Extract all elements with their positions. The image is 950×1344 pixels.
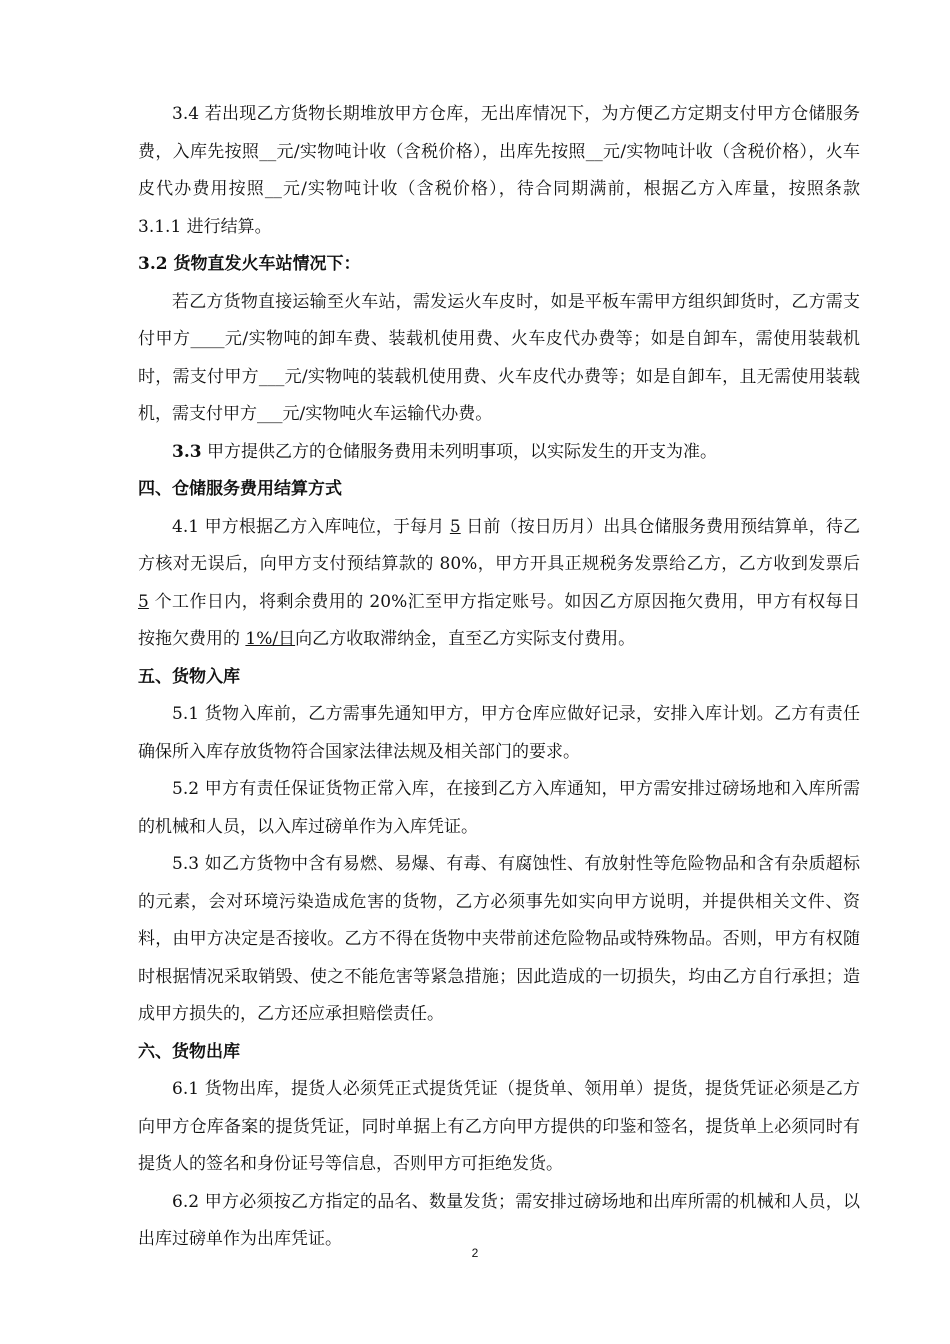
blank-field: ____ [190,329,225,349]
heading-section-6: 六、货物出库 [138,1041,240,1062]
clause-text: 元/实物吨计收（含税价格），待合同期满前，根据乙方入库量，按照条款 3.1.1 进行结算。 [138,179,861,237]
clause-text: 元/实物吨的卸车费、装载机使用费、火车皮代办费等；如是自卸车，需使用装载机时，需支付甲方 [138,329,860,387]
clause-text: 元/实物吨的装载机使用费、火车皮代办费等；如是自卸车，且无需使用装载机，需支付甲方 [138,366,860,424]
clause-text: 4.1 甲方根据乙方入库吨位，于每月 [172,516,450,537]
clause-text: 日前（按日历月）出具仓储服务费用预结算单，待乙方核对无误后，向甲方支付预结算款的 80%，甲方开具正规税务发票给乙方，乙方收到发票后 [138,516,861,574]
clause-5-3: 5.3 如乙方货物中含有易燃、易爆、有毒、有腐蚀性、有放射性等危险物品和含有杂质超标的元素，会对环境污染造成危害的货物，乙方必须事先如实向甲方说明，并提供相关文件、资料，由甲方决定是否接收。乙方不得在货物中夹带前述危险物品或特殊物品。否则，甲方有权随时根据情况采取销毁、使之不能危害等紧急措施；因此造成的一切损失，均由乙方自行承担；造成甲方损失的，乙方还应承担赔偿责任。 [138,854,860,1024]
clause-6-2: 6.2 甲方必须按乙方指定的品名、数量发货；需安排过磅场地和出库所需的机械和人员，以出库过磅单作为出库凭证。 [138,1191,860,1249]
clause-3-4 [138,96,860,246]
heading-section-4: 四、仓储服务费用结算方式 [138,479,342,499]
page-number: 2 [471,1246,479,1260]
underlined-value: 1%/日 [245,629,296,649]
blank-field: __ [259,141,277,162]
underlined-value: 5 [449,516,461,537]
clause-6-1: 6.1 货物出库，提货人必须凭正式提货凭证（提货单、领用单）提货，提货凭证必须是乙方向甲方仓库备案的提货凭证，同时单据上有乙方向甲方提供的印鉴和签名，提货单上必须同时有提货人的签名和身份证号等信息，否则甲方可拒绝发货。 [138,1079,860,1174]
heading-section-5: 五、货物入库 [138,666,240,687]
document-body [138,96,860,1259]
blank-field: __ [585,141,603,162]
clause-4-1 [138,509,860,659]
clause-number: 3.3 [172,441,202,462]
clause-text: 元/实物吨计收（含税价格），火车皮代办费用按照 [138,141,860,199]
underlined-value: 5 [138,591,149,612]
blank-field: ___ [257,404,283,424]
clause-text: 甲方提供乙方的仓储服务费用未列明事项，以实际发生的开支为准。 [201,441,717,462]
clause-text: 元/实物吨计收（含税价格），出库先按照 [276,141,586,162]
heading-3-2: 3.2 货物直发火车站情况下： [138,254,361,274]
clause-text: 若乙方货物直接运输至火车站，需发运火车皮时，如是平板车需甲方组织卸货时，乙方需支付甲方 [138,291,860,349]
clause-text: 向乙方收取滞纳金，直至乙方实际支付费用。 [295,629,636,649]
clause-text: 个工作日内，将剩余费用的 20%汇至甲方指定账号。如因乙方原因拖欠费用，甲方有权每日按拖欠费用的 [138,591,860,649]
clause-3-2 [138,284,860,434]
clause-text: 元/实物吨火车运输代办费。 [282,404,493,424]
blank-field: ___ [258,366,285,387]
blank-field: __ [264,179,282,199]
clause-text: 3.4 若出现乙方货物长期堆放甲方仓库，无出库情况下，为方便乙方定期支付甲方仓储服务费，入库先按照 [138,104,860,162]
clause-3-3 [138,434,860,472]
clause-5-1: 5.1 货物入库前，乙方需事先通知甲方，甲方仓库应做好记录，安排入库计划。乙方有责任确保所入库存放货物符合国家法律法规及相关部门的要求。 [138,704,860,762]
clause-5-2: 5.2 甲方有责任保证货物正常入库，在接到乙方入库通知，甲方需安排过磅场地和入库所需的机械和人员，以入库过磅单作为入库凭证。 [138,779,860,837]
